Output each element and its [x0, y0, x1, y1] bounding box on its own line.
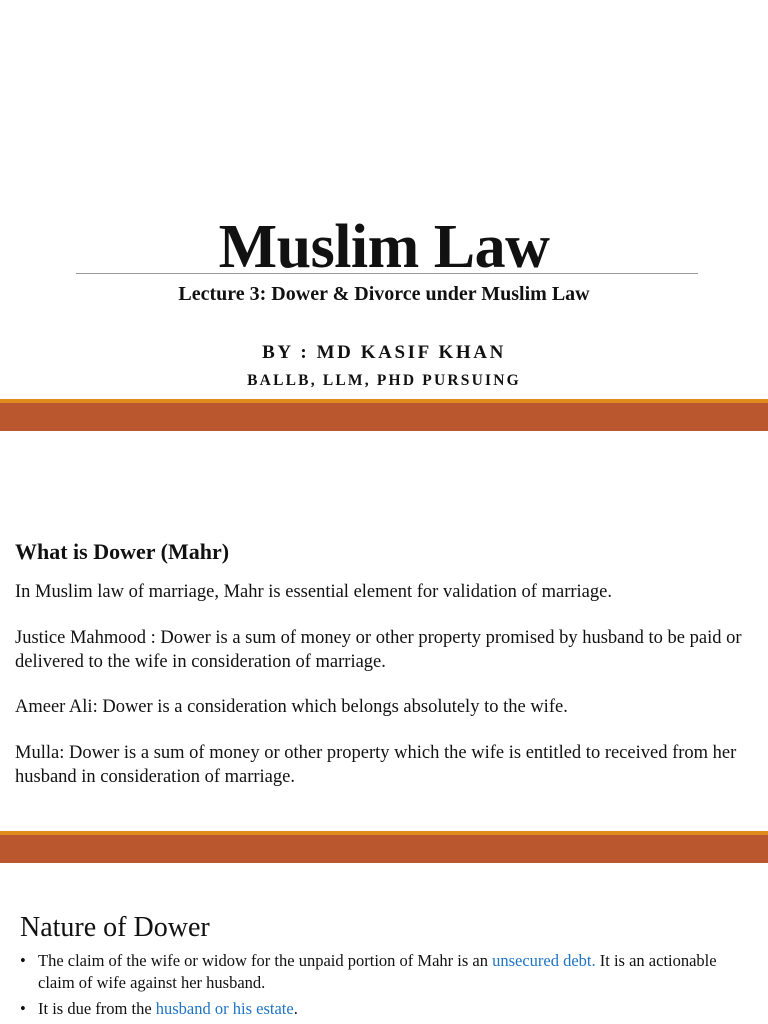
bullet-link[interactable]: unsecured debt. — [492, 951, 596, 970]
nature-heading: Nature of Dower — [20, 912, 210, 943]
bullet-link[interactable]: husband or his estate — [155, 999, 294, 1018]
nature-bullet-list — [20, 950, 740, 1024]
bullet-text: It is due from the — [38, 999, 156, 1018]
dower-paragraph: Justice Mahmood : Dower is a sum of money or other property promised by husband to be paid or delivered to the wife in consideration of marriage. — [15, 628, 742, 672]
slide-title: Muslim Law — [218, 213, 550, 281]
slide-subtitle: Lecture 3: Dower & Divorce under Muslim Law — [178, 283, 590, 305]
bullet-text: . — [293, 999, 298, 1018]
author-line: BY : MD KASIF KHAN — [262, 342, 506, 363]
slide-divider-band — [0, 831, 768, 863]
dower-heading: What is Dower (Mahr) — [15, 539, 230, 564]
dower-paragraph: Mulla: Dower is a sum of money or other property which the wife is entitled to received from her husband in consideration of marriage. — [15, 743, 737, 787]
dower-paragraph: In Muslim law of marriage, Mahr is essential element for validation of marriage. — [15, 582, 612, 602]
bullet-text: It is an actionable claim of wife against her husband. — [38, 951, 717, 992]
bullet-item — [20, 950, 740, 994]
slide-divider-band — [0, 399, 768, 431]
bullet-icon: • — [20, 951, 26, 970]
title-underline — [76, 273, 698, 274]
bullet-icon: • — [20, 999, 26, 1018]
bullet-text: The claim of the wife or widow for the unpaid portion of Mahr is an — [38, 951, 493, 970]
author-credentials: BALLB, LLM, PHD PURSUING — [247, 372, 521, 389]
dower-paragraph: Ameer Ali: Dower is a consideration which belongs absolutely to the wife. — [15, 697, 568, 717]
bullet-item — [20, 998, 740, 1020]
